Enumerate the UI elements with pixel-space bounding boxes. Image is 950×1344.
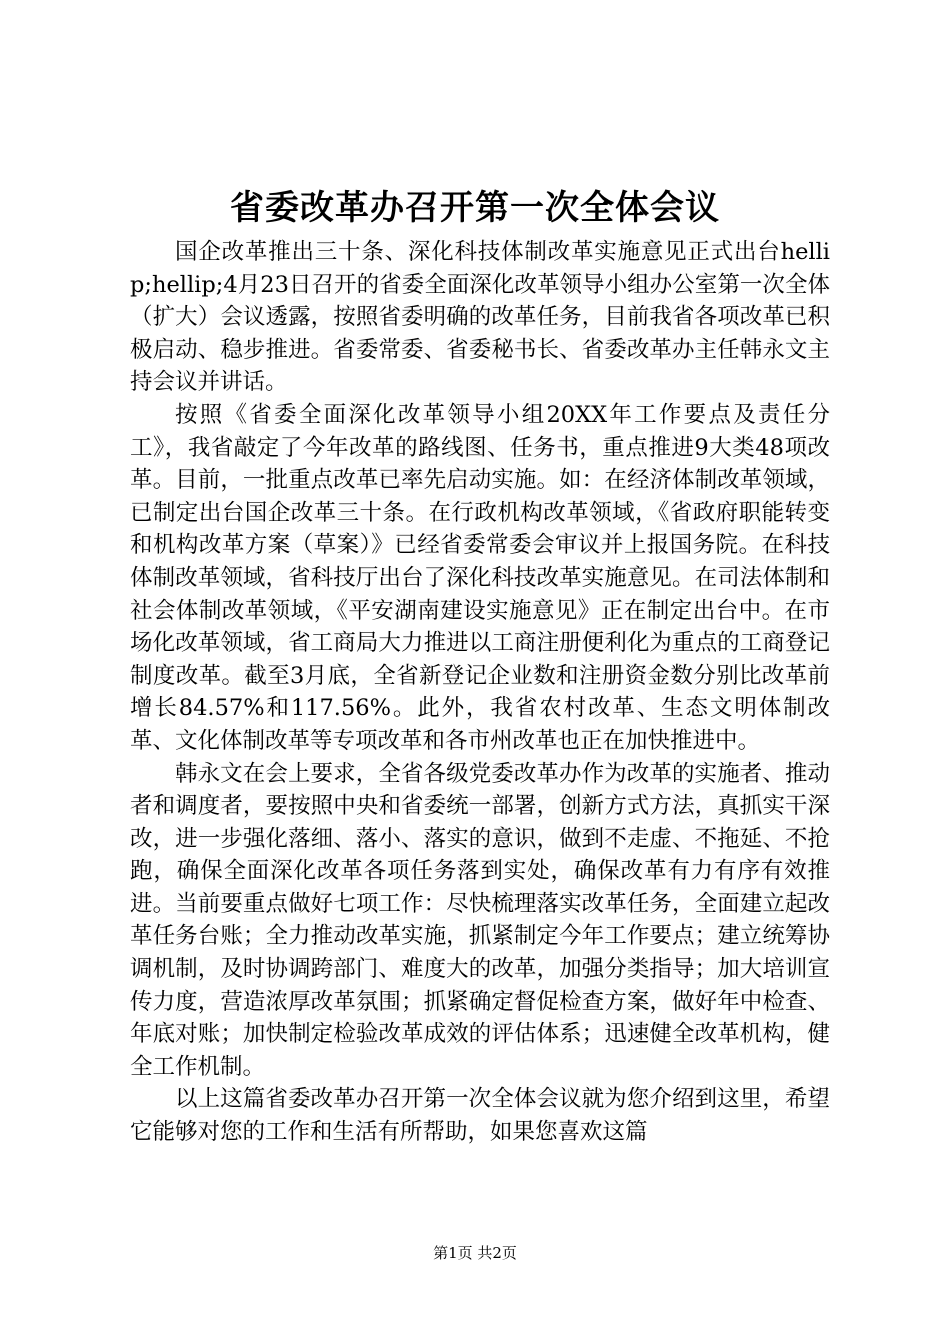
document-body — [130, 236, 830, 1149]
paragraph-2: 按照《省委全面深化改革领导小组20XX年工作要点及责任分工》，我省敲定了今年改革的路线图、任务书，重点推进9大类48项改革。目前，一批重点改革已率先启动实施。如：在经济体制改革领域，已制定出台国企改革三十条。在行政机构改革领域，《省政府职能转变和机构改革方案（草案）》已经省委常委会审议并上报国务院。在科技体制改革领域，省科技厅出台了深化科技改革实施意见。在司法体制和社会体制改革领域，《平安湖南建设实施意见》正在制定出台中。在市场化改革领域，省工商局大力推进以工商注册便利化为重点的工商登记制度改革。截至3月底，全省新登记企业数和注册资金数分别比改革前增长84.57%和117.56%。此外，我省农村改革、生态文明体制改革、文化体制改革等专项改革和各市州改革也正在加快推进中。 — [130, 401, 830, 754]
document-title: 省委改革办召开第一次全体会议 — [230, 188, 720, 228]
paragraph-4: 以上这篇省委改革办召开第一次全体会议就为您介绍到这里，希望它能够对您的工作和生活有所帮助，如果您喜欢这篇 — [130, 1086, 830, 1146]
paragraph-1: 国企改革推出三十条、深化科技体制改革实施意见正式出台hellip;hellip;4月23日召开的省委全面深化改革领导小组办公室第一次全体（扩大）会议透露，按照省委明确的改革任务，目前我省各项改革已积极启动、稳步推进。省委常委、省委秘书长、省委改革办主任韩永文主持会议并讲话。 — [130, 239, 830, 396]
page-footer: 第1页 共2页 — [433, 1244, 517, 1262]
paragraph-3: 韩永文在会上要求，全省各级党委改革办作为改革的实施者、推动者和调度者，要按照中央和省委统一部署，创新方式方法，真抓实干深改，进一步强化落细、落小、落实的意识，做到不走虚、不拖延、不抢跑，确保全面深化改革各项任务落到实处，确保改革有力有序有效推进。当前要重点做好七项工作：尽快梳理落实改革任务，全面建立起改革任务台账；全力推动改革实施，抓紧制定今年工作要点；建立统筹协调机制，及时协调跨部门、难度大的改革，加强分类指导；加大培训宣传力度，营造浓厚改革氛围；抓紧确定督促检查方案，做好年中检查、年底对账；加快制定检验改革成效的评估体系；迅速健全改革机构，健全工作机制。 — [130, 760, 830, 1080]
